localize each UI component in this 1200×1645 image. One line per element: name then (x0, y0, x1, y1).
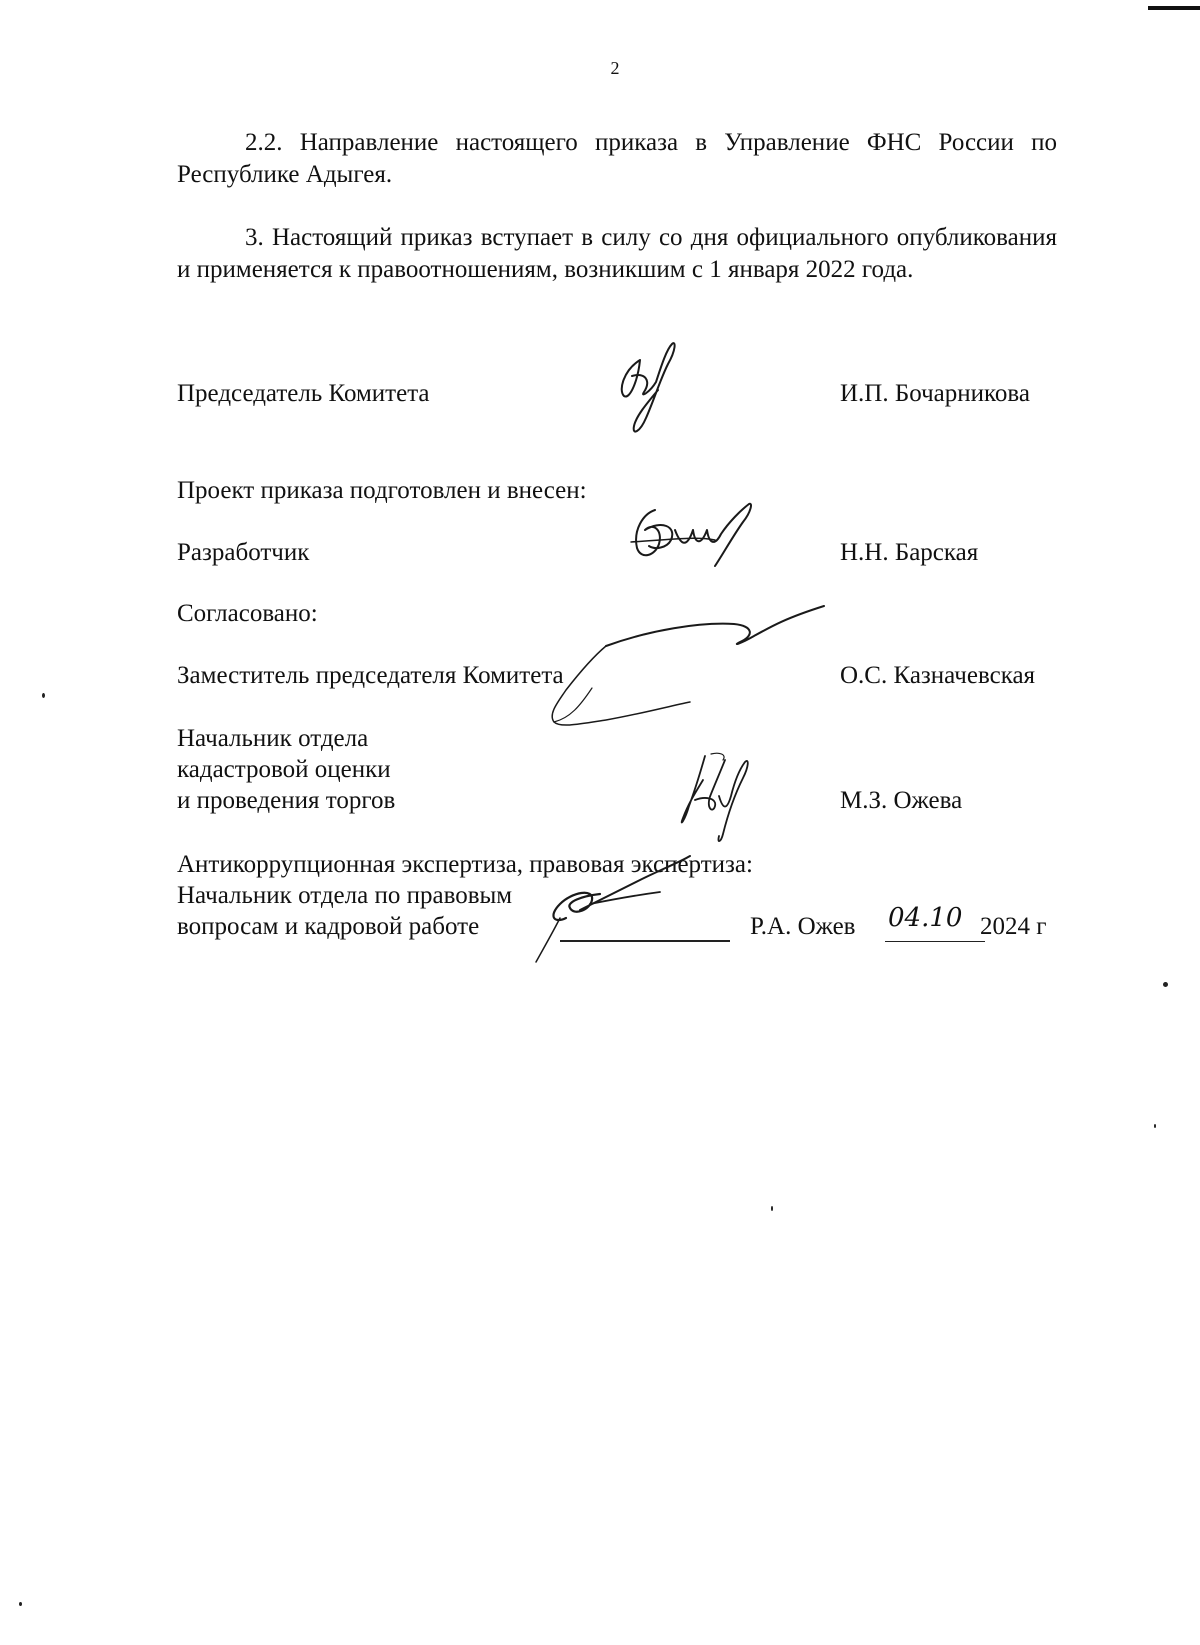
head-legal-position-line2: вопросам и кадровой работе (177, 913, 480, 940)
developer-name: Н.Н. Барская (840, 539, 979, 566)
deputy-signature (540, 610, 830, 740)
deputy-position: Заместитель председателя Комитета (177, 662, 564, 689)
scan-speck (42, 693, 45, 698)
paragraph-2-2: 2.2. Направление настоящего приказа в Управление ФНС России по Республике Адыгея. (177, 129, 1057, 188)
head-cadastral-position-line3: и проведения торгов (177, 787, 396, 814)
head-cadastral-name: М.З. Ожева (840, 787, 963, 814)
signature-line (560, 940, 730, 942)
chairman-name: И.П. Бочарникова (840, 380, 1030, 407)
handwritten-date: 04.10 (888, 903, 963, 933)
head-cadastral-position-line1: Начальник отдела (177, 725, 369, 752)
scan-speck (771, 1206, 773, 1211)
scan-corner-mark (1148, 6, 1200, 10)
head-cadastral-position-line2: кадастровой оценки (177, 756, 391, 783)
scan-speck (1154, 1124, 1156, 1128)
head-legal-position-line1: Начальник отдела по правовым (177, 882, 513, 909)
expertise-title: Антикоррупционная экспертиза, правовая экспертиза: (177, 851, 753, 878)
scan-speck (1163, 982, 1168, 987)
developer-signature (625, 500, 775, 570)
deputy-name: О.С. Казначевская (840, 662, 1036, 689)
head-legal-name: Р.А. Ожев (750, 913, 856, 940)
paragraph-3: 3. Настоящий приказ вступает в силу со дня официального опубликования и применяется к правоотношениям, возникшим с 1 января 2022 года. (177, 224, 1057, 283)
page-number: 2 (610, 58, 620, 78)
chairman-signature (610, 340, 690, 440)
date-underline (885, 941, 985, 942)
head-legal-signature (530, 860, 730, 970)
chairman-position: Председатель Комитета (177, 380, 430, 407)
draft-intro: Проект приказа подготовлен и внесен: (177, 477, 587, 504)
head-cadastral-signature (675, 750, 765, 850)
agreed-label: Согласовано: (177, 600, 318, 627)
printed-year: 2024 г (980, 913, 1047, 940)
scan-speck (19, 1602, 22, 1606)
developer-position: Разработчик (177, 539, 310, 566)
